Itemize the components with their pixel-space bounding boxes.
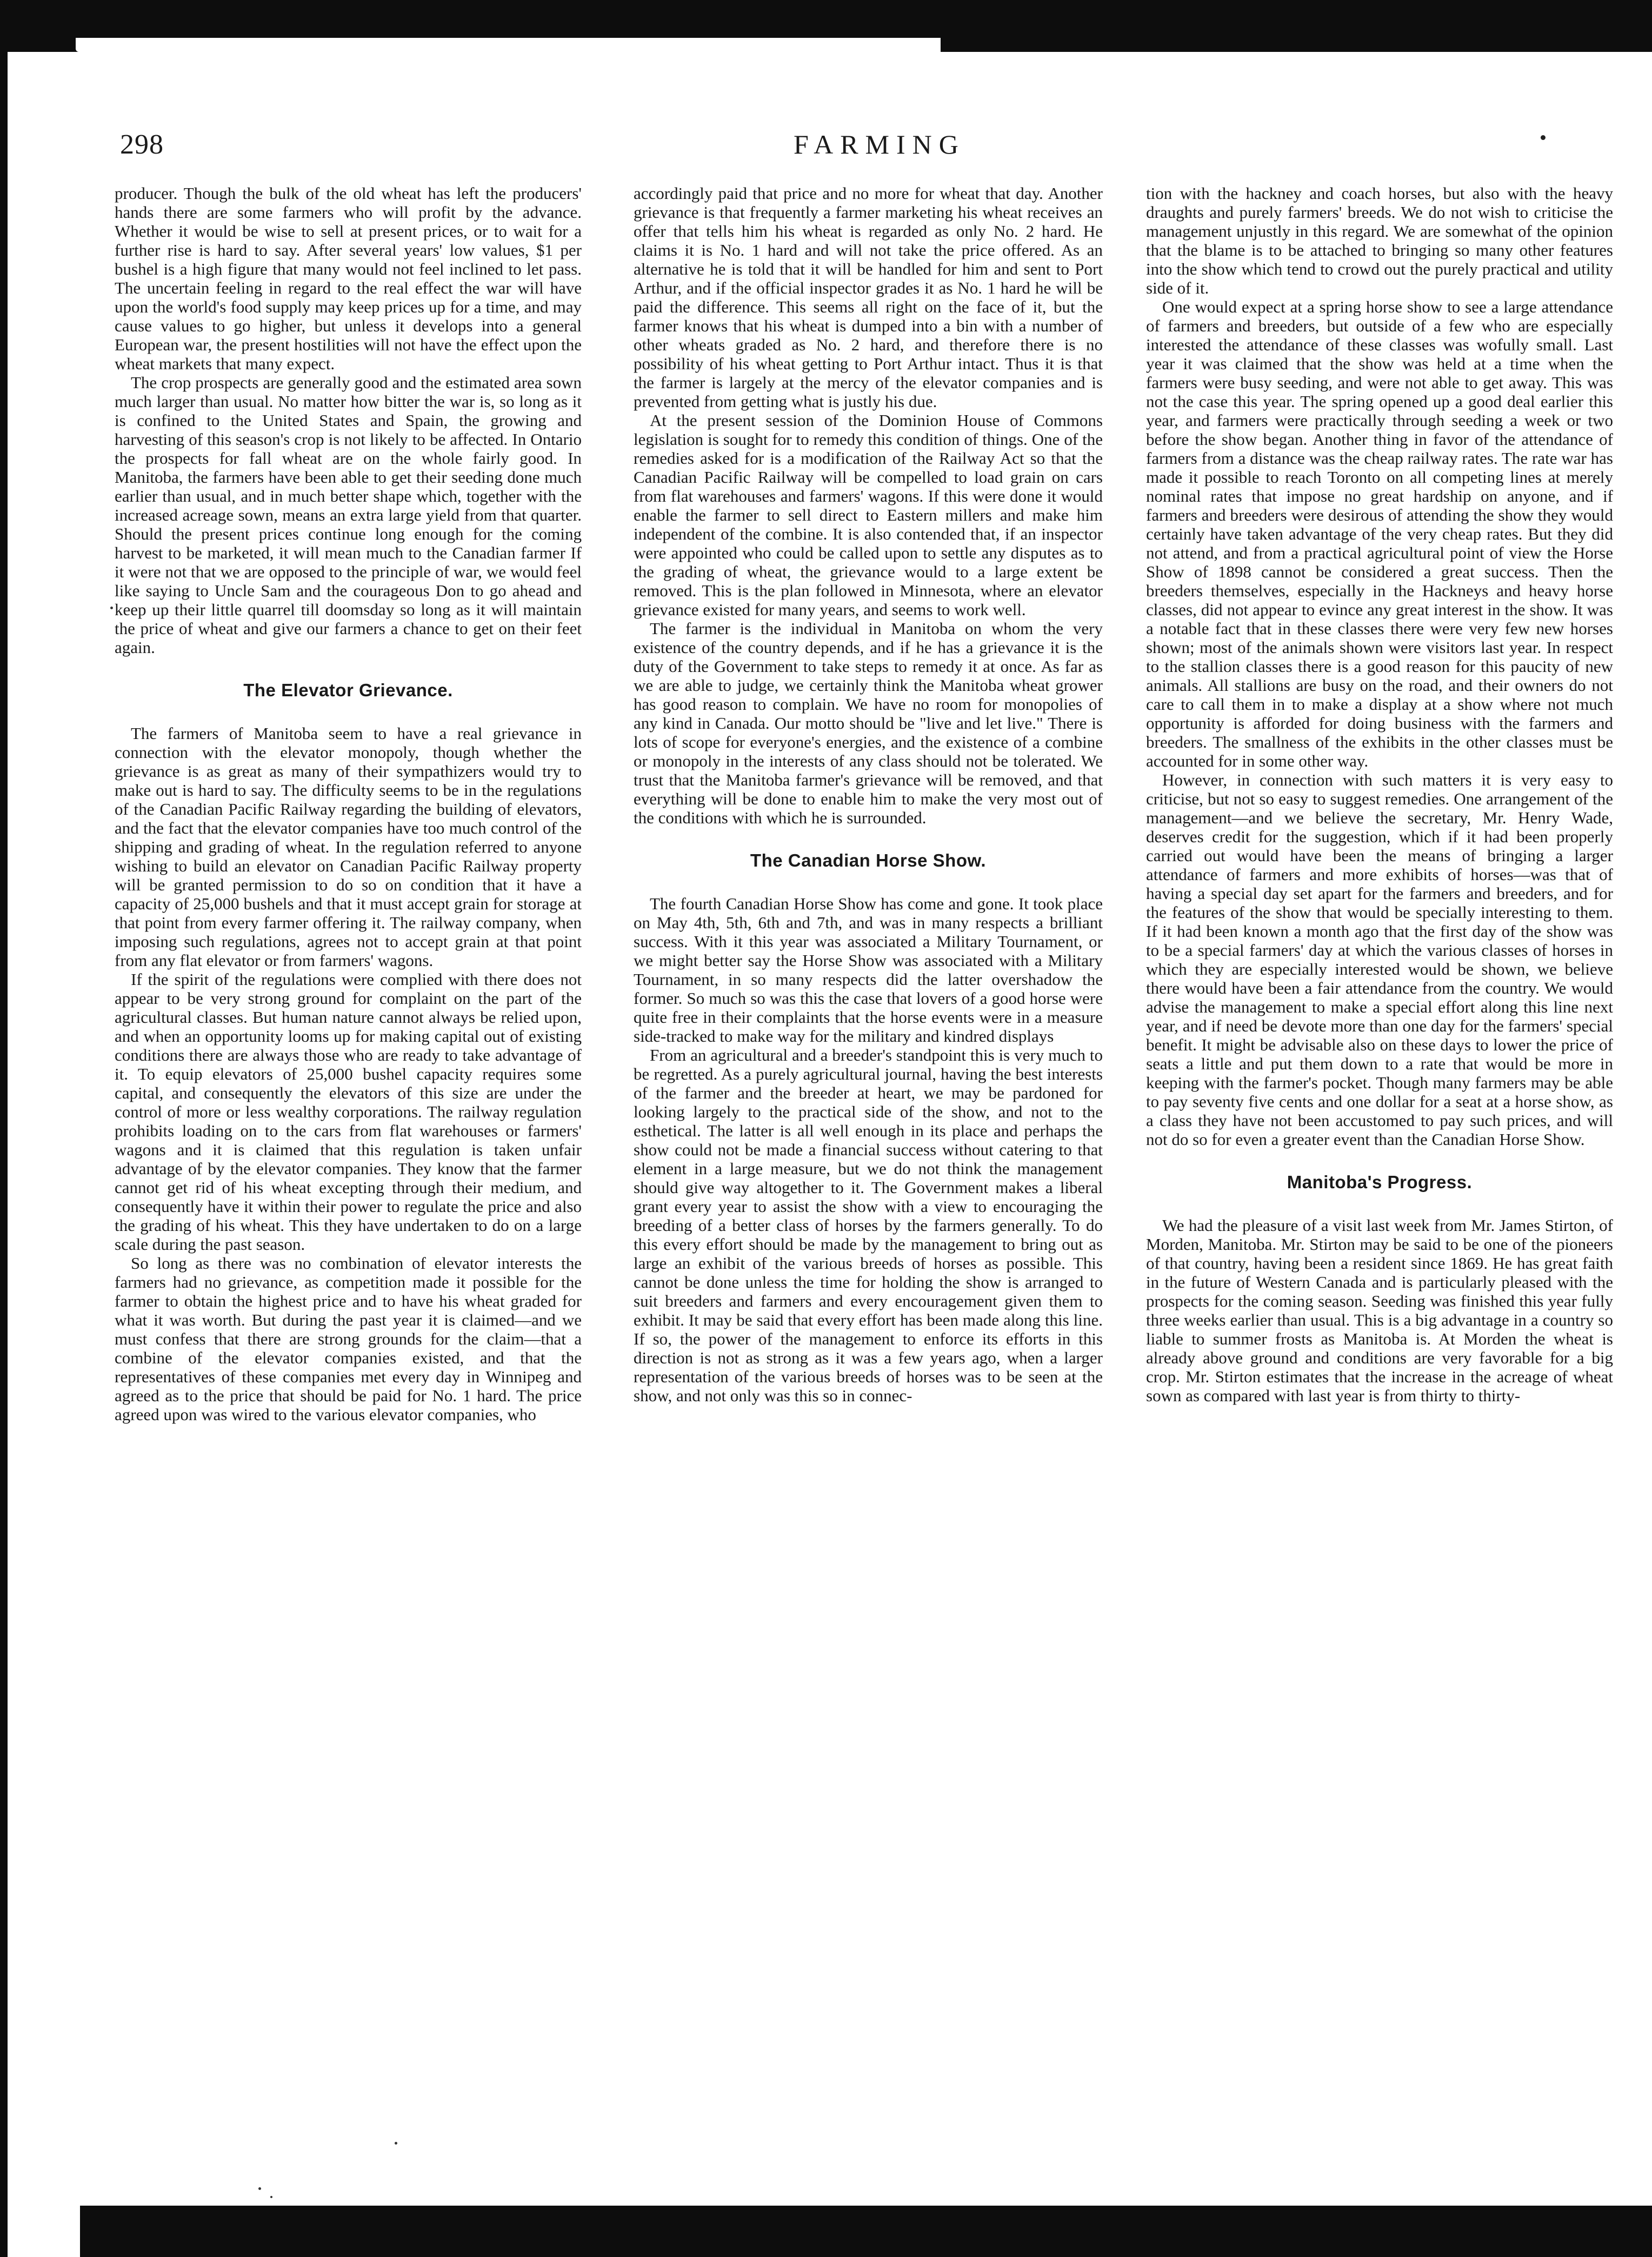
page-number: 298 — [120, 129, 164, 160]
paragraph: The farmer is the individual in Manitoba on whom the very existence of the country depends, and if he has a grievance it is the duty of the Government to take steps to remedy it at once. As far as we are able to judge, we certainly think the Manitoba wheat grower has good reason to complain. We have no room for monopolies of any kind in Canada. Our motto should be "live and let live." There is lots of scope for everyone's energies, and the existence of a combine or monopoly in the interests of any class should not be tolerated. We trust that the Manitoba farmer's grievance will be removed, and that everything will be done to enable him to make the very most out of the conditions with which he is surrounded. — [634, 619, 1103, 827]
paragraph: So long as there was no combination of elevator interests the farmers had no grievance, as competition made it possible for the farmer to obtain the highest price and to have his wheat graded for what it was worth. But during the past year it is claimed—and we must confess that there are strong grounds for the claim—that a combine of the elevator companies existed, and that the representatives of these companies met every day in Winnipeg and agreed as to the price that should be paid for No. 1 hard. The price agreed upon was wired to the various elevator companies, who — [115, 1254, 582, 1424]
header-dot-mark — [1541, 135, 1546, 140]
paragraph: We had the pleasure of a visit last week from Mr. James Stirton, of Morden, Manitoba. Mr. Stirton may be said to be one of the pioneers of that country, having been a resident since 1869. He has great faith in the future of Western Canada and is particularly pleased with the prospects for the coming season. Seeding was finished this year fully three weeks earlier than usual. This is a big advantage in a country so liable to summer frosts as Manitoba is. At Morden the wheat is already above ground and conditions are very favorable for a big crop. Mr. Stirton estimates that the increase in the acreage of wheat sown as compared with last year is from thirty to thirty- — [1146, 1216, 1613, 1405]
ink-speck — [395, 2142, 397, 2145]
top-border-gap — [76, 38, 941, 52]
paragraph: One would expect at a spring horse show to see a large attendance of farmers and breeders, but outside of a few who are especially interested the attendance of these classes was wofully small. Last year it was claimed that the show was held at a time when the farmers were busy seeding, and were not able to get away. This was not the case this year. The spring opened up a good deal earlier this year, and farmers were practically through seeding a week or two before the show began. Another thing in favor of the attendance of farmers from a distance was the cheap railway rates. The rate war has made it possible to reach Toronto on all competing lines at merely nominal rates that impose no great hardship on anyone, and if farmers and breeders were desirous of attending the show they would certainly have taken advantage of the very cheap rates. But they did not attend, and from a practical agricultural point of view the Horse Show of 1898 cannot be considered a great success. Then the breeders themselves, especially in the Hackneys and heavy horse classes, did not appear to evince any great interest in the show. It was a notable fact that in these classes there were very few new horses shown; most of the animals shown were visitors last year. In respect to the stallion classes there is a good reason for this paucity of new animals. All stallions are busy on the road, and their owners do not care to call them in to make a display at a show where not much opportunity is afforded for doing business with the farmers and breeders. The smallness of the exhibits in the other classes must be accounted for in some other way. — [1146, 297, 1613, 770]
bottom-border-bar — [80, 2206, 1652, 2257]
ink-speck — [110, 607, 113, 609]
ink-speck — [258, 2187, 261, 2190]
section-heading: The Elevator Grievance. — [243, 680, 453, 700]
paragraph: From an agricultural and a breeder's standpoint this is very much to be regretted. As a purely agricultural journal, having the best interests of the farmer and the breeder at heart, we may be pardoned for looking largely to the practical side of the show, and not to the esthetical. The latter is all well enough in its place and perhaps the show could not be made a financial success without catering to that element in a large measure, but we do not think the management should give way altogether to it. The Government makes a liberal grant every year to assist the show with a view to encouraging the breeding of a better class of horses by the farmers generally. To do this every effort should be made by the management to bring out as large an exhibit of the various breeds of horses as possible. This cannot be done unless the time for holding the show is arranged to suit breeders and farmers and every encouragement given them to exhibit. It may be said that every effort has been made along this line. If so, the power of the management to enforce its efforts in this direction is not as strong as it was a few years ago, when a larger representation of the various breeds of horses was to be seen at the show, and not only was this so in connec- — [634, 1046, 1103, 1405]
ink-speck — [270, 2196, 272, 2198]
text-column-3 — [1146, 184, 1613, 1405]
paragraph: producer. Though the bulk of the old wheat has left the producers' hands there are some farmers who will profit by the advance. Whether it would be wise to sell at present prices, or to wait for a further rise is hard to say. After several years' low values, $1 per bushel is a high figure that many would not feel inclined to let pass. The uncertain feeling in regard to the real effect the war will have upon the world's food supply may keep prices up for a time, and may cause values to go higher, but unless it develops into a general European war, the present hostilities will not have the effect upon the wheat markets that many expect. — [115, 184, 582, 373]
paragraph: At the present session of the Dominion House of Commons legislation is sought for to remedy this condition of things. One of the remedies asked for is a modification of the Railway Act so that the Canadian Pacific Railway will be compelled to load grain on cars from flat warehouses and farmers' wagons. If this were done it would enable the farmer to sell direct to Eastern millers and make him independent of the combine. It is also contended that, if an inspector were appointed who could be called upon to settle any disputes as to the grading of wheat, the grievance would to a large extent be removed. This is the plan followed in Minnesota, where an elevator grievance existed for many years, and seems to work well. — [634, 411, 1103, 619]
paragraph: tion with the hackney and coach horses, but also with the heavy draughts and purely farmers' breeds. We do not wish to criticise the management unjustly in this regard. We are somewhat of the opinion that the blame is to be attached to bringing so many other features into the show which tend to crowd out the purely practical and utility side of it. — [1146, 184, 1613, 297]
paragraph: If the spirit of the regulations were complied with there does not appear to be very strong ground for complaint on the part of the agricultural classes. But human nature cannot always be relied upon, and when an opportunity looms up for making capital out of existing conditions there are always those who are ready to take advantage of it. To equip elevators of 25,000 bushel capacity requires some capital, and consequently the elevators of this size are under the control of more or less wealthy corporations. The railway regulation prohibits loading on to the cars from flat warehouses or farmers' wagons and it is claimed that this regulation is taken unfair advantage of by the elevator companies. They know that the farmer cannot get rid of his wheat excepting through their medium, and consequently have it within their power to regulate the price and also the grading of his wheat. This they have undertaken to do on a large scale during the past season. — [115, 970, 582, 1254]
text-column-2 — [634, 184, 1103, 1405]
paragraph: However, in connection with such matters it is very easy to criticise, but not so easy to suggest remedies. One arrangement of the management—and we believe the secretary, Mr. Henry Wade, deserves credit for the suggestion, which if it had been properly carried out would have been the means of bringing a larger attendance of farmers and more exhibits of horses—was that of having a special day set apart for the farmers and breeders, and for the features of the show that would be specially interesting to them. If it had been known a month ago that the first day of the show was to be a special farmers' day at which the various classes of horses in which they are especially interested would be shown, we believe there would have been a fair attendance from the country. We would advise the management to make a special effort along this line next year, and if need be devote more than one day for the farmers' special benefit. It might be advisable also on these days to lower the price of seats a little and put them down to a rate that would be more in keeping with the farmer's pocket. Though many farmers may be able to pay seventy five cents and one dollar for a seat at a horse show, as a class they have not been accustomed to pay such prices, and will not do so for even a greater event than the Canadian Horse Show. — [1146, 770, 1613, 1149]
running-title: FARMING — [794, 129, 965, 159]
paragraph: The crop prospects are generally good and the estimated area sown much larger than usual. No matter how bitter the war is, so long as it is confined to the United States and Spain, the growing and harvesting of this season's crop is not likely to be affected. In Ontario the prospects for fall wheat are on the whole fairly good. In Manitoba, the farmers have been able to get their seeding done much earlier than usual, and in much better shape which, together with the increased acreage sown, means an extra large yield from that quarter. Should the present prices continue long enough for the coming harvest to be marketed, it will mean much to the Canadian farmer If it were not that we are opposed to the principle of war, we would feel like saying to Uncle Sam and the courageous Don to go ahead and keep up their little quarrel till doomsday so long as it will maintain the price of wheat and give our farmers a chance to get on their feet again. — [115, 373, 582, 657]
paragraph: The fourth Canadian Horse Show has come and gone. It took place on May 4th, 5th, 6th and 7th, and was in many respects a brilliant success. With it this year was associated a Military Tournament, or we might better say the Horse Show was associated with a Military Tournament, in so many respects did the latter overshadow the former. So much so was this the case that lovers of a good horse were quite free in their complaints that the horse events were in a measure side-tracked to make way for the military and kindred displays — [634, 894, 1103, 1046]
section-heading: The Canadian Horse Show. — [750, 850, 987, 870]
paragraph: The farmers of Manitoba seem to have a real grievance in connection with the elevator monopoly, though whether the grievance is as great as many of their sympathizers would try to make out is hard to say. The difficulty seems to be in the regulations of the Canadian Pacific Railway regarding the building of elevators, and the fact that the elevator companies have too much control of the shipping and grading of wheat. In the regulation referred to anyone wishing to build an elevator on Canadian Pacific Railway property will be granted permission to do so on condition that it have a capacity of 25,000 bushels and that it must accept grain for storage at that point from every farmer offering it. The railway company, when imposing such regulations, agrees not to accept grain at that point from any flat elevator or from farmers' wagons. — [115, 724, 582, 970]
text-column-1 — [115, 184, 582, 1424]
paragraph: accordingly paid that price and no more for wheat that day. Another grievance is that frequently a farmer marketing his wheat receives an offer that tells him his wheat is regarded as only No. 2 hard. He claims it is No. 1 hard and will not take the price offered. As an alternative he is told that it will be handled for him and sent to Port Arthur, and if the official inspector grades it as No. 1 hard he will be paid the difference. This seems all right on the face of it, but the farmer knows that his wheat is dumped into a bin with a number of other wheats graded as No. 2 hard, and therefore there is no possibility of his wheat getting to Port Arthur intact. Thus it is that the farmer is largely at the mercy of the elevator companies and is prevented from getting what is justly his due. — [634, 184, 1103, 411]
left-border-edge — [0, 52, 8, 2257]
section-heading: Manitoba's Progress. — [1287, 1172, 1473, 1192]
